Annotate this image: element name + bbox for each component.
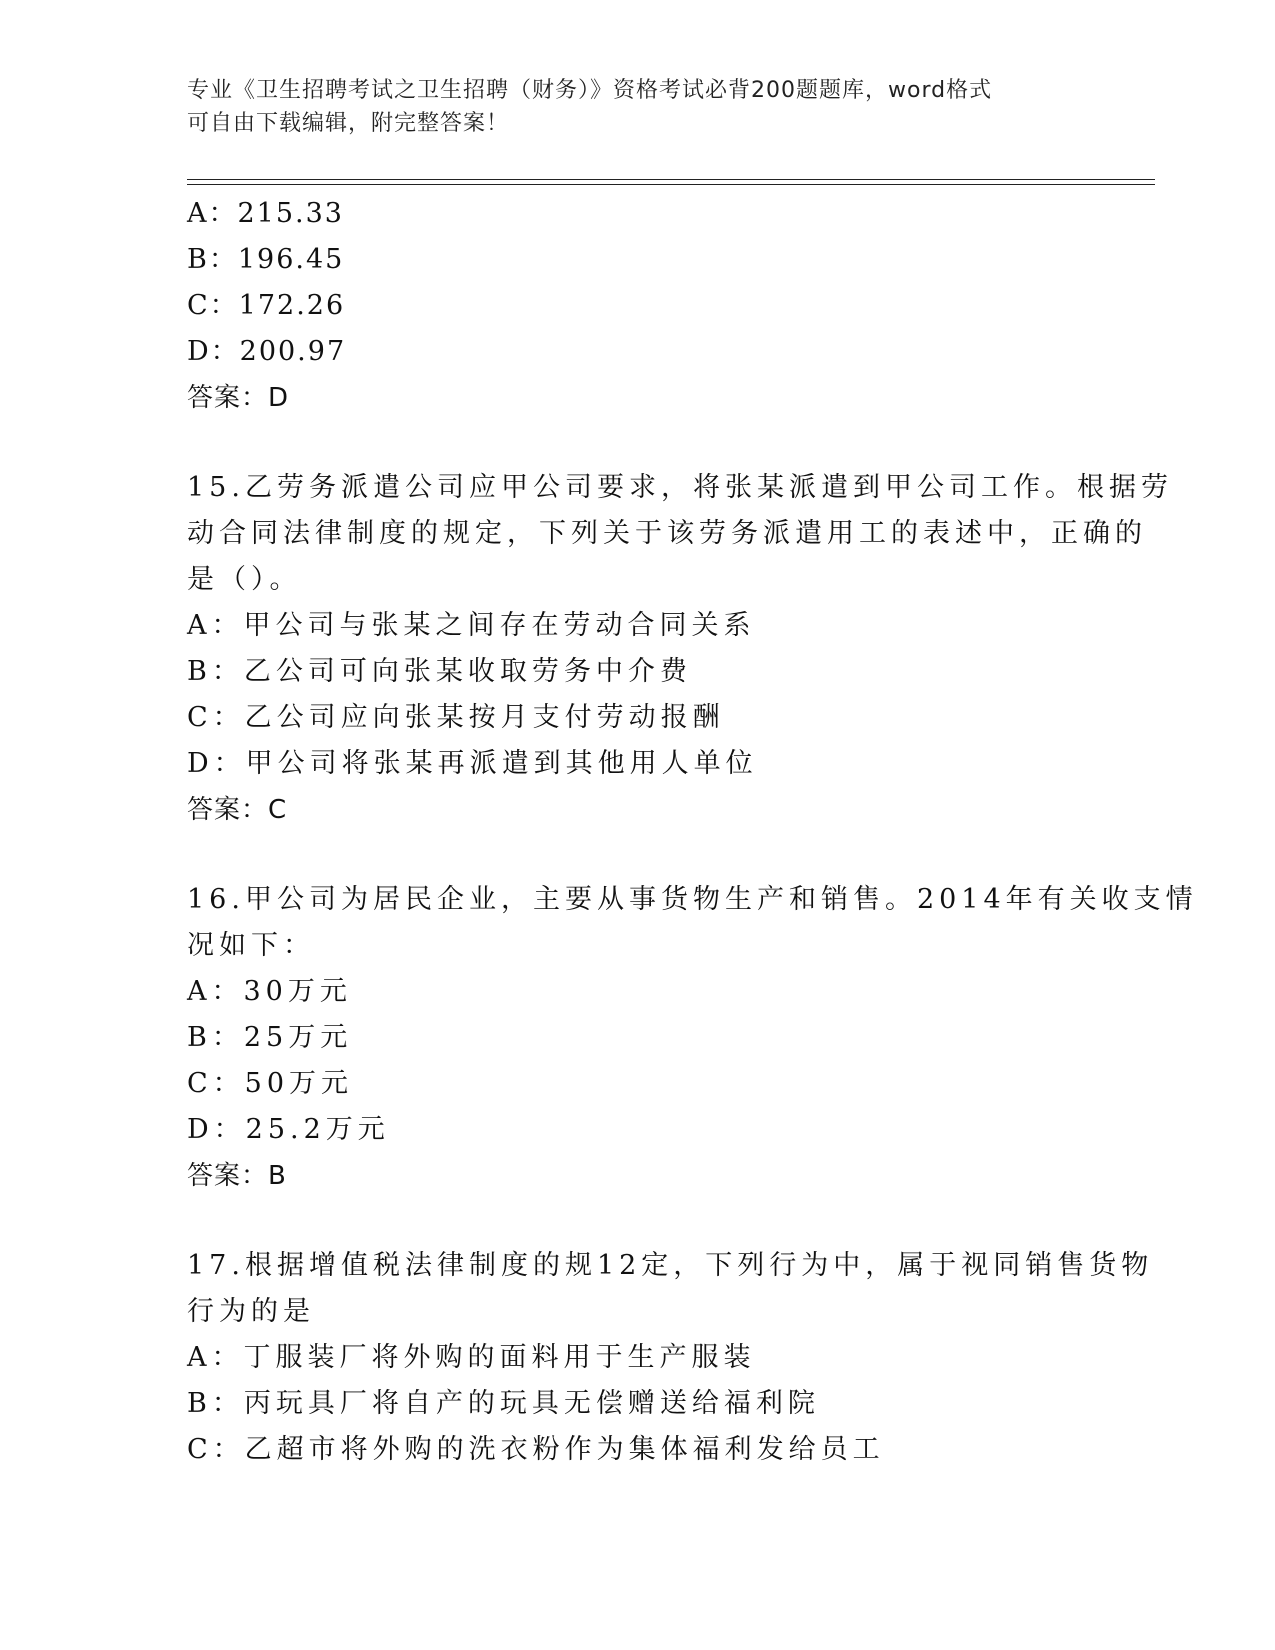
option-d: D：25.2万元 [187, 1114, 390, 1145]
option-c: C：172.26 [187, 290, 346, 321]
answer: 答案：B [187, 1161, 287, 1191]
option-a: A：30万元 [187, 976, 352, 1007]
header-line-2: 可自由下载编辑，附完整答案！ [187, 111, 510, 136]
question-list [187, 191, 1198, 1473]
option-c: C：50万元 [187, 1068, 354, 1099]
question-stem-line: 动合同法律制度的规定，下列关于该劳务派遣用工的表述中，正确的 [187, 518, 1147, 549]
option-a: A：215.33 [187, 198, 344, 229]
header-divider-top [187, 179, 1155, 180]
question-stem-line: 17.根据增值税法律制度的规12定，下列行为中，属于视同销售货物 [187, 1250, 1154, 1281]
question-stem-line: 是（）。 [187, 564, 302, 595]
option-d: D：200.97 [187, 336, 347, 367]
answer: 答案：D [187, 383, 290, 413]
option-b: B：196.45 [187, 244, 345, 275]
option-b: B：丙玩具厂将自产的玩具无偿赠送给福利院 [187, 1388, 820, 1419]
question-17 [187, 1243, 1154, 1473]
document-header [187, 74, 1087, 140]
option-d: D：甲公司将张某再派遣到其他用人单位 [187, 748, 758, 779]
header-line-1: 专业《卫生招聘考试之卫生招聘（财务）》资格考试必背200题题库，word格式 [187, 78, 993, 103]
spacer [187, 833, 1087, 877]
question-15 [187, 465, 1173, 833]
option-c: C：乙超市将外购的洗衣粉作为集体福利发给员工 [187, 1434, 885, 1465]
header-divider-bottom [187, 184, 1155, 185]
spacer [187, 421, 1087, 465]
question-stem-line: 行为的是 [187, 1296, 315, 1327]
question-14 [187, 191, 1087, 421]
question-16 [187, 877, 1198, 1199]
spacer [187, 1199, 1087, 1243]
question-stem-line: 15.乙劳务派遣公司应甲公司要求，将张某派遣到甲公司工作。根据劳 [187, 472, 1173, 503]
option-a: A：甲公司与张某之间存在劳动合同关系 [187, 610, 756, 641]
question-stem-line: 况如下： [187, 930, 315, 961]
answer: 答案：C [187, 795, 288, 825]
option-b: B：乙公司可向张某收取劳务中介费 [187, 656, 692, 687]
option-c: C：乙公司应向张某按月支付劳动报酬 [187, 702, 725, 733]
option-a: A：丁服装厂将外购的面料用于生产服装 [187, 1342, 756, 1373]
question-stem-line: 16.甲公司为居民企业，主要从事货物生产和销售。2014年有关收支情 [187, 884, 1198, 915]
option-b: B：25万元 [187, 1022, 353, 1053]
